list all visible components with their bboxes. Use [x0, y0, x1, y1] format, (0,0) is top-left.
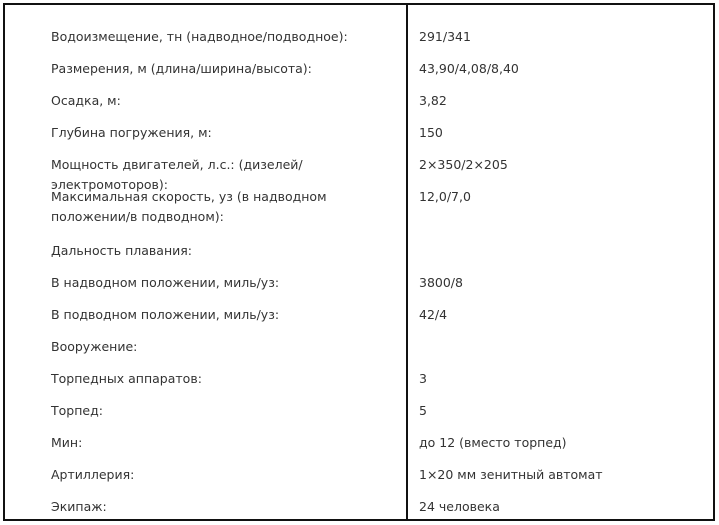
row-value: 3800/8 — [419, 275, 463, 290]
row-value: 291/341 — [419, 29, 471, 44]
row-value: 1×20 мм зенитный автомат — [419, 467, 603, 482]
row-value: 43,90/4,08/8,40 — [419, 61, 519, 76]
row-label: Глубина погружения, м: — [51, 125, 212, 140]
column-divider — [406, 5, 408, 519]
row-label: В подводном положении, миль/уз: — [51, 307, 280, 322]
row-label: Дальность плавания: — [51, 243, 192, 258]
row-value: 3,82 — [419, 93, 447, 108]
row-value: 24 человека — [419, 499, 500, 514]
row-label: Артиллерия: — [51, 467, 135, 482]
row-value: 150 — [419, 125, 443, 140]
row-label: Водоизмещение, тн (надводное/подводное): — [51, 29, 348, 44]
row-label: Осадка, м: — [51, 93, 121, 108]
row-value: 3 — [419, 371, 427, 386]
row-value: 5 — [419, 403, 427, 418]
row-label: Вооружение: — [51, 339, 138, 354]
row-label: Мощность двигателей, л.с.: (дизелей/электромоторов): — [51, 157, 303, 192]
spec-table — [3, 3, 715, 521]
row-value: 42/4 — [419, 307, 448, 322]
row-label: Размерения, м (длина/ширина/высота): — [51, 61, 312, 76]
row-label: В надводном положении, миль/уз: — [51, 275, 280, 290]
row-value: до 12 (вместо торпед) — [419, 435, 567, 450]
row-label: Максимальная скорость, уз (в надводном положении/в подводном): — [51, 189, 327, 224]
row-label: Торпедных аппаратов: — [51, 371, 202, 386]
row-label: Экипаж: — [51, 499, 107, 514]
row-label: Торпед: — [51, 403, 103, 418]
row-value: 2×350/2×205 — [419, 157, 508, 172]
row-label: Мин: — [51, 435, 83, 450]
row-value: 12,0/7,0 — [419, 189, 471, 204]
